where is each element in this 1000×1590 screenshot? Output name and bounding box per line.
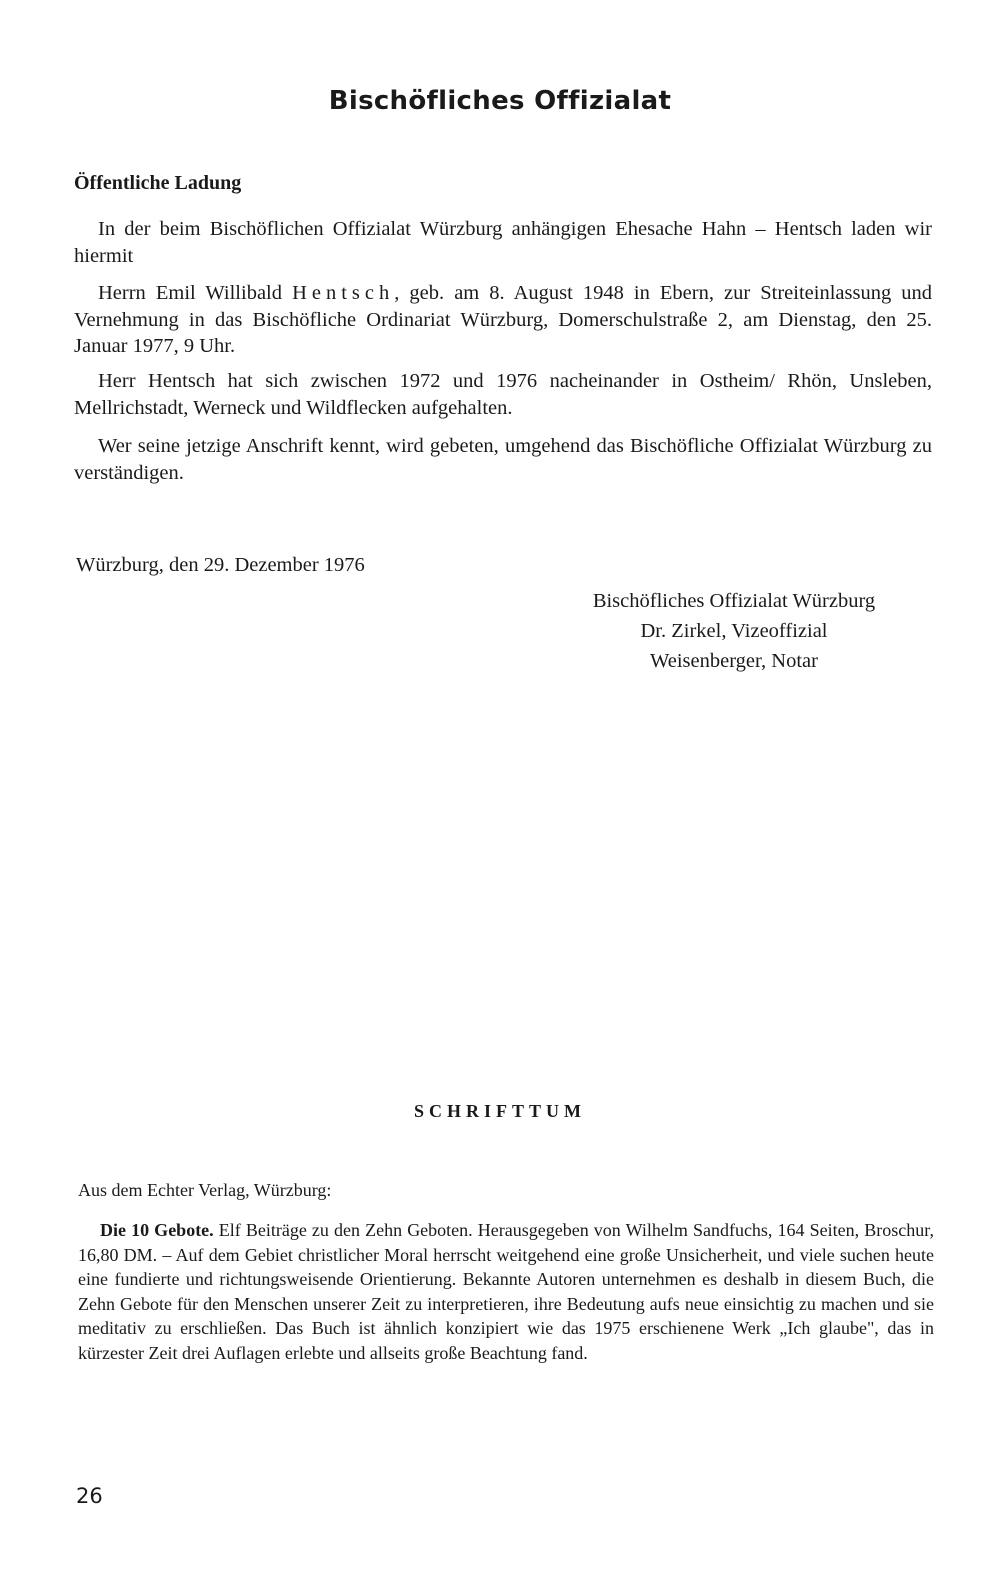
dateline: Würzburg, den 29. Dezember 1976 xyxy=(76,554,365,576)
signature-signer-2: Weisenberger, Notar xyxy=(650,650,818,672)
page-title: Bischöfliches Offizialat xyxy=(328,86,672,116)
residence-note-text: Herr Hentsch hat sich zwischen 1972 und 1976 nacheinander in Ostheim/ Rhön, Unsleben, Mellrichstadt, Werneck und Wildflecken aufgehalten. xyxy=(74,370,932,419)
page-number: 26 xyxy=(76,1484,103,1508)
residence-note xyxy=(74,368,932,421)
address-request xyxy=(74,433,932,486)
signature-block xyxy=(520,586,948,676)
address-request-text: Wer seine jetzige Anschrift kennt, wird gebeten, umgehend das Bischöfliche Offizialat Würzburg zu verständigen. xyxy=(74,435,932,484)
book-title: Die 10 Gebote. xyxy=(100,1220,214,1240)
summons-intro-text: In der beim Bischöflichen Offizialat Würzburg anhängigen Ehesache Hahn – Hentsch laden wir hiermit xyxy=(74,218,932,267)
literature-source: Aus dem Echter Verlag, Würzburg: xyxy=(78,1180,332,1200)
addressee-paragraph xyxy=(74,280,932,360)
literature-heading: SCHRIFTTUM xyxy=(413,1101,586,1121)
addressee-details: , geb. am 8. August 1948 in Ebern, zur Streiteinlassung und Vernehmung in das Bischöfliche Ordinariat Würzburg, Domerschulstraße 2, am Dienstag, den 25. Januar 1977, 9 Uhr. xyxy=(74,282,932,357)
summons-heading: Öffentliche Ladung xyxy=(74,172,242,194)
addressee-prefix: Herrn Emil Willibald xyxy=(98,282,282,304)
signature-signer-1: Dr. Zirkel, Vizeoffizial xyxy=(640,620,828,642)
addressee-surname: Hentsch xyxy=(292,282,395,304)
signature-office: Bischöfliches Offizialat Würzburg xyxy=(592,590,876,612)
book-description: Elf Beiträge zu den Zehn Geboten. Herausgegeben von Wilhelm Sandfuchs, 164 Seiten, Broschur, 16,80 DM. – Auf dem Gebiet christlicher Moral herrscht weitgehend eine große Unsicherheit, und viele suchen heute eine fundierte und richtungsweisende Orientierung. Bekannte Autoren unternehmen es deshalb in diesem Buch, die Zehn Gebote für den Menschen unserer Zeit zu interpretieren, ihre Bedeutung aufs neue einsichtig zu machen und sie meditativ zu erschließen. Das Buch ist ähnlich konzipiert wie das 1975 erschienene Werk „Ich glaube", das in kürzester Zeit drei Auflagen erlebte und allseits große Beachtung fand. xyxy=(78,1220,934,1363)
summons-addressee xyxy=(74,280,932,360)
book-review xyxy=(78,1218,934,1365)
summons-intro xyxy=(74,216,932,269)
